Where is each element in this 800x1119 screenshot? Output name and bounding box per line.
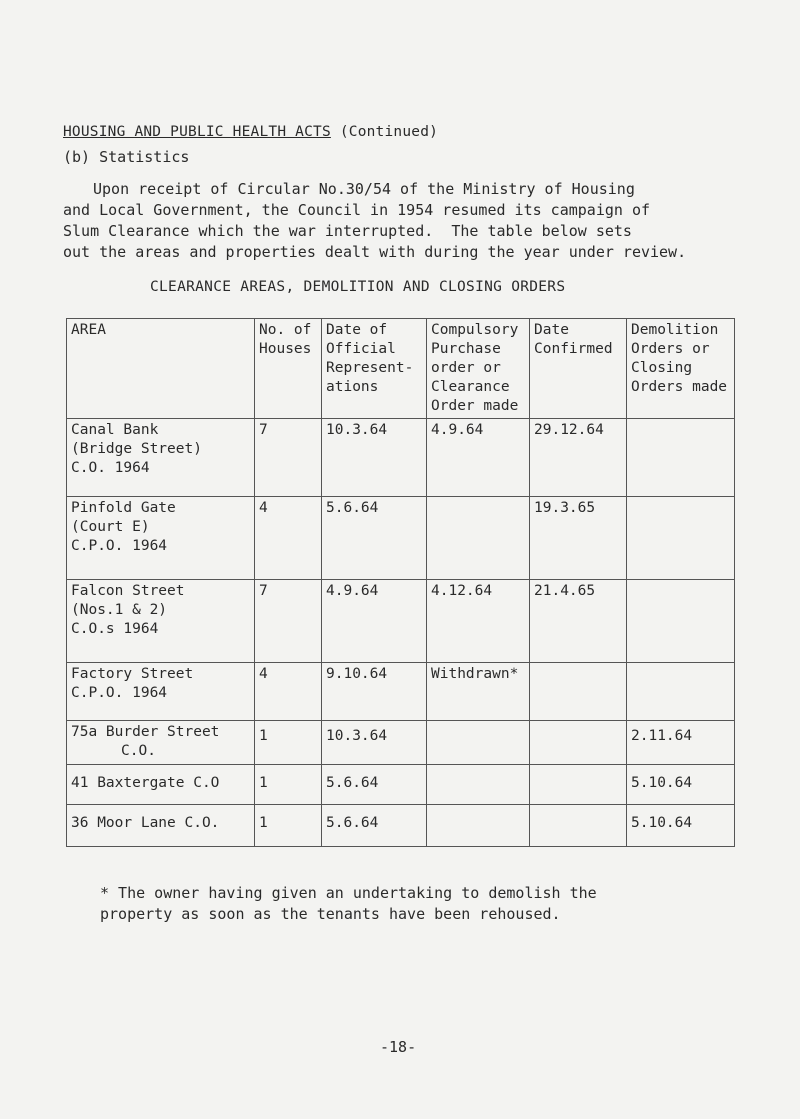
confirmed-cell	[530, 721, 627, 765]
houses-cell: 1	[255, 721, 322, 765]
demolition-cell	[627, 419, 735, 497]
paragraph-line: Slum Clearance which the war interrupted. The table below sets	[63, 222, 632, 240]
confirmed-cell: 19.3.65	[530, 497, 627, 580]
header-confirmed: Date Confirmed	[530, 319, 627, 419]
order-cell	[427, 805, 530, 847]
intro-paragraph	[63, 179, 763, 263]
table-header-row	[67, 319, 735, 419]
header-demolition: Demolition Orders or Closing Orders made	[627, 319, 735, 419]
table-row	[67, 765, 735, 805]
subheading: (b) Statistics	[63, 148, 190, 166]
representations-cell: 9.10.64	[322, 663, 427, 721]
demolition-cell	[627, 497, 735, 580]
table-row	[67, 805, 735, 847]
area-cell: Falcon Street (Nos.1 & 2) C.O.s 1964	[67, 580, 255, 663]
representations-cell: 5.6.64	[322, 805, 427, 847]
section-heading-suffix: (Continued)	[330, 124, 439, 140]
order-cell	[427, 497, 530, 580]
table-title: CLEARANCE AREAS, DEMOLITION AND CLOSING ORDERS	[150, 279, 566, 295]
demolition-cell: 5.10.64	[627, 765, 735, 805]
order-cell: Withdrawn*	[427, 663, 530, 721]
confirmed-cell	[530, 805, 627, 847]
order-cell	[427, 765, 530, 805]
footnote	[100, 883, 740, 925]
representations-cell: 10.3.64	[322, 419, 427, 497]
header-order: Compulsory Purchase order or Clearance Order made	[427, 319, 530, 419]
confirmed-cell	[530, 663, 627, 721]
table-row	[67, 497, 735, 580]
table-row	[67, 721, 735, 765]
houses-cell: 4	[255, 497, 322, 580]
footnote-line: property as soon as the tenants have been rehoused.	[100, 905, 561, 923]
demolition-cell	[627, 580, 735, 663]
order-cell: 4.9.64	[427, 419, 530, 497]
area-cell: Factory Street C.P.O. 1964	[67, 663, 255, 721]
representations-cell: 4.9.64	[322, 580, 427, 663]
header-houses: No. of Houses	[255, 319, 322, 419]
paragraph-line: Upon receipt of Circular No.30/54 of the Ministry of Housing	[93, 180, 635, 198]
table-row	[67, 580, 735, 663]
header-area: AREA	[67, 319, 255, 419]
confirmed-cell	[530, 765, 627, 805]
paragraph-line: out the areas and properties dealt with during the year under review.	[63, 243, 687, 261]
paragraph-line: and Local Government, the Council in 1954 resumed its campaign of	[63, 201, 650, 219]
table-row	[67, 419, 735, 497]
area-cell: 75a Burder Street C.O.	[67, 721, 255, 765]
demolition-cell: 2.11.64	[627, 721, 735, 765]
representations-cell: 10.3.64	[322, 721, 427, 765]
section-heading	[63, 124, 438, 140]
footnote-line: * The owner having given an undertaking to demolish the	[100, 884, 597, 902]
header-representations: Date of Official Represent- ations	[322, 319, 427, 419]
confirmed-cell: 21.4.65	[530, 580, 627, 663]
order-cell: 4.12.64	[427, 580, 530, 663]
representations-cell: 5.6.64	[322, 765, 427, 805]
representations-cell: 5.6.64	[322, 497, 427, 580]
demolition-cell: 5.10.64	[627, 805, 735, 847]
order-cell	[427, 721, 530, 765]
demolition-cell	[627, 663, 735, 721]
houses-cell: 7	[255, 419, 322, 497]
clearance-table	[66, 318, 735, 847]
houses-cell: 4	[255, 663, 322, 721]
houses-cell: 1	[255, 765, 322, 805]
section-heading-title: HOUSING AND PUBLIC HEALTH ACTS	[63, 124, 331, 140]
houses-cell: 1	[255, 805, 322, 847]
houses-cell: 7	[255, 580, 322, 663]
area-cell: Canal Bank (Bridge Street) C.O. 1964	[67, 419, 255, 497]
page-number: -18-	[380, 1038, 417, 1056]
area-cell: Pinfold Gate (Court E) C.P.O. 1964	[67, 497, 255, 580]
confirmed-cell: 29.12.64	[530, 419, 627, 497]
area-cell: 36 Moor Lane C.O.	[67, 805, 255, 847]
table-row	[67, 663, 735, 721]
area-cell: 41 Baxtergate C.O	[67, 765, 255, 805]
